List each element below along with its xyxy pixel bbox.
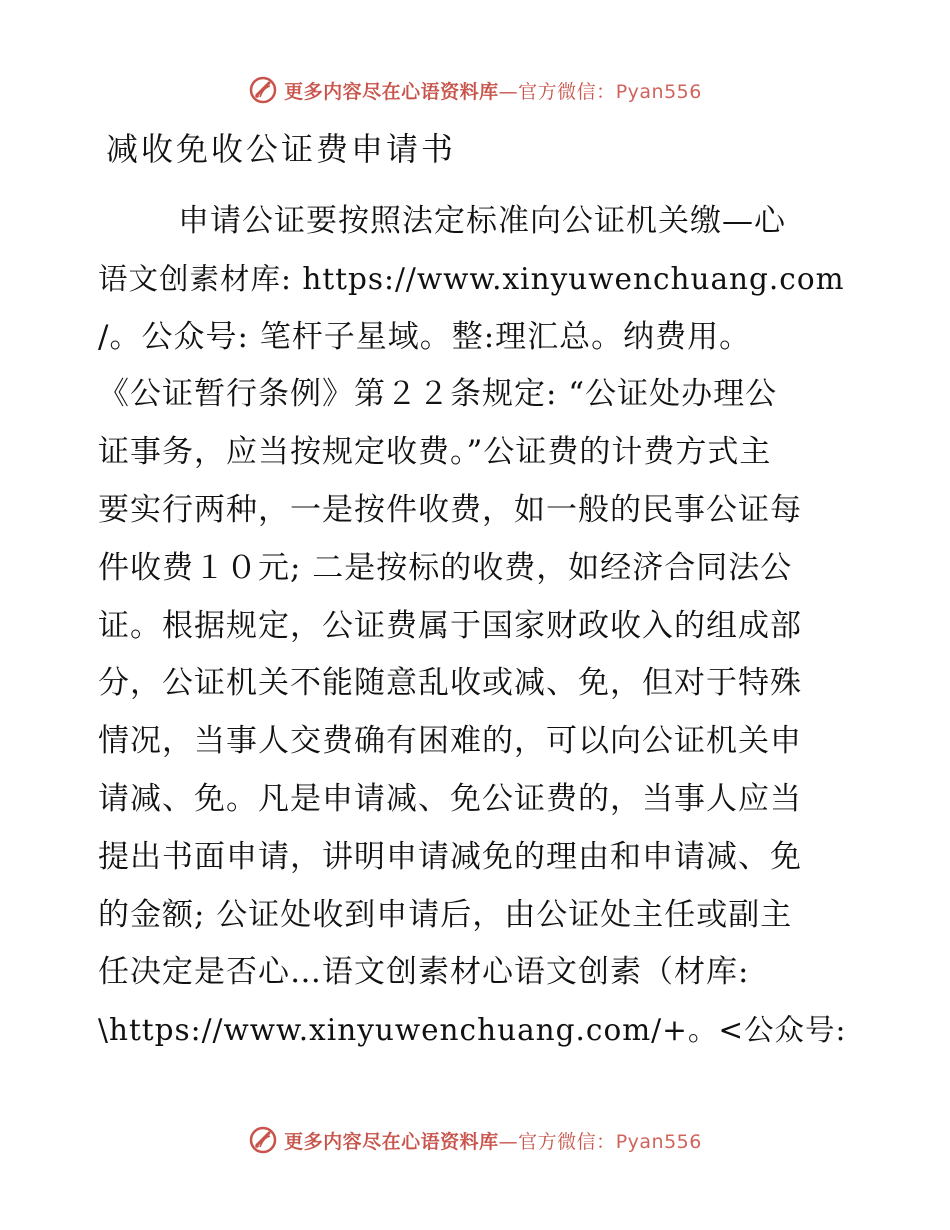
body-line: \https://www.xinyuwenchuang.com/+。<公众号:	[98, 1013, 847, 1048]
footer-banner-slogan: 更多内容尽在心语资料库	[284, 1130, 499, 1153]
body-line: /。公众号: 笔杆子星域。整:理汇总。纳费用。	[98, 318, 752, 355]
body-line: 《公证暂行条例》第２２条规定: “公证处办理公	[98, 376, 778, 413]
body-line: 要实行两种，一是按件收费，如一般的民事公证每	[98, 491, 802, 528]
document-title: 减收免收公证费申请书	[106, 130, 457, 168]
header-banner	[0, 70, 950, 110]
footer-banner	[0, 1120, 950, 1160]
header-banner-dash: —	[498, 80, 519, 103]
header-banner-text	[284, 77, 702, 104]
header-banner-wechat-id: Pyan556	[615, 80, 702, 103]
body-line: 任决定是否心…语文创素材心语文创素（材库:	[98, 954, 750, 991]
footer-banner-text	[284, 1127, 702, 1154]
body-line: 的金额; 公证处收到申请后，由公证处主任或副主	[98, 896, 793, 933]
body-line: 情况，当事人交费确有困难的，可以向公证机关申	[98, 723, 802, 760]
header-banner-wechat-label: 官方微信：	[518, 80, 616, 103]
body-line: 证事务，应当按规定收费。”公证费的计费方式主	[98, 434, 772, 471]
body-line: 件收费１０元; 二是按标的收费，如经济合同法公	[98, 549, 793, 586]
body-line: 分，公证机关不能随意乱收或减、免，但对于特殊	[98, 665, 802, 702]
body-line: 请减、免。凡是申请减、免公证费的，当事人应当	[98, 780, 802, 817]
footer-banner-wechat-id: Pyan556	[615, 1130, 702, 1153]
body-line: 提出书面申请，讲明申请减免的理由和申请减、免	[98, 838, 802, 875]
header-banner-slogan: 更多内容尽在心语资料库	[284, 80, 499, 103]
brand-logo-icon	[248, 1125, 278, 1155]
body-line: 证。根据规定，公证费属于国家财政收入的组成部	[98, 607, 802, 644]
document-body	[98, 193, 850, 1060]
footer-banner-dash: —	[498, 1130, 519, 1153]
body-line: 语文创素材库: https://www.xinyuwenchuang.com	[98, 261, 845, 296]
brand-logo-icon	[248, 75, 278, 105]
footer-banner-wechat-label: 官方微信：	[518, 1130, 616, 1153]
body-line: 申请公证要按照法定标准向公证机关缴—心	[178, 203, 786, 239]
